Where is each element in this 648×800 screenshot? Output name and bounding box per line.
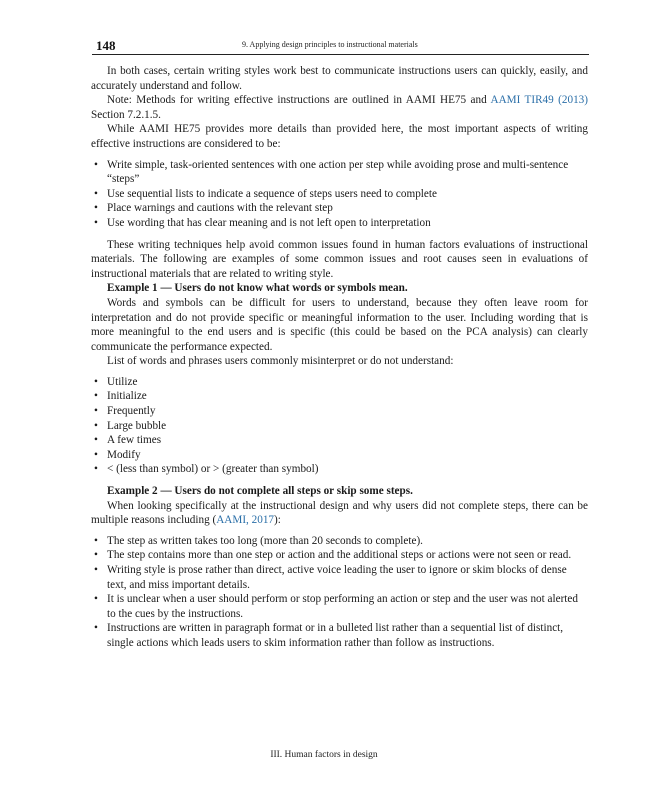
body-text	[91, 64, 588, 658]
list-item: • Large bubble	[91, 419, 588, 434]
list-item: • Modify	[91, 448, 588, 463]
list-item: • Use wording that has clear meaning and is not left open to interpretation	[91, 216, 588, 231]
paragraph-intro: In both cases, certain writing styles work best to communicate instructions users can quickly, easily, and accurately understand and follow.	[91, 65, 588, 92]
paragraph-words-symbols: Words and symbols can be difficult for users to understand, because they often leave room for interpretation and do not provide specific or meaningful information to the user. Including wording that is more meaningful to the end users and is specific (this could be based on the PCA analysis) can clearly communicate the performance expected.	[91, 296, 588, 353]
reasons-text: When looking specifically at the instructional design and why users did not complete steps, there can be multiple reasons including (	[91, 499, 588, 527]
list-item: • < (less than symbol) or > (greater than symbol)	[91, 462, 588, 477]
list-item: • Instructions are written in paragraph format or in a bulleted list rather than a sequential list of distinct, single actions which leads users to skim information rather than follow as instructions.	[91, 621, 588, 650]
list-item: • Write simple, task-oriented sentences with one action per step while avoiding prose and multi-sentence “steps”	[91, 158, 588, 187]
list-item: • The step as written takes too long (more than 20 seconds to complete).	[91, 534, 588, 549]
list-item: • Writing style is prose rather than direct, active voice leading the user to ignore or skim blocks of dense text, and miss important details.	[91, 563, 588, 592]
list-item: • It is unclear when a user should perform or stop performing an action or step and the user was not alerted to the cues by the instructions.	[91, 592, 588, 621]
citation-link-aami-tir49[interactable]: AAMI TIR49 (2013)	[490, 94, 588, 107]
paragraph-reasons-intro	[91, 499, 588, 528]
reasons-text-end: ):	[274, 514, 281, 527]
paragraph-note	[91, 93, 588, 122]
words-list	[91, 375, 588, 477]
note-text-end: Section 7.2.1.5.	[91, 108, 161, 121]
list-item: • Initialize	[91, 389, 588, 404]
list-item: • Frequently	[91, 404, 588, 419]
example-2-heading: Example 2 — Users do not complete all steps or skip some steps.	[107, 485, 413, 498]
note-text: Note: Methods for writing effective instructions are outlined in AAMI HE75 and	[107, 94, 491, 107]
paragraph-words-list-intro: List of words and phrases users commonly misinterpret or do not understand:	[107, 355, 454, 368]
paragraph-aspects-intro: While AAMI HE75 provides more details than provided here, the most important aspects of writing effective instructions are considered to be:	[91, 123, 588, 150]
list-item: • Use sequential lists to indicate a sequence of steps users need to complete	[91, 187, 588, 202]
page-footer: III. Human factors in design	[270, 750, 378, 760]
reasons-list	[91, 534, 588, 651]
citation-link-aami-2017[interactable]: AAMI, 2017	[216, 514, 275, 527]
list-item: • A few times	[91, 433, 588, 448]
list-item: • Place warnings and cautions with the relevant step	[91, 201, 588, 216]
running-head: 9. Applying design principles to instructional materials	[242, 40, 418, 49]
aspects-list	[91, 158, 588, 231]
list-item: • The step contains more than one step or action and the additional steps or actions were not seen or read.	[91, 548, 588, 563]
list-item: • Utilize	[91, 375, 588, 390]
example-1-heading: Example 1 — Users do not know what words or symbols mean.	[107, 282, 408, 295]
page-header	[92, 38, 589, 55]
paragraph-techniques: These writing techniques help avoid common issues found in human factors evaluations of instructional materials. The following are examples of some common issues and root causes seen in evaluations of instructional materials that are related to writing style.	[91, 238, 588, 280]
page-number: 148	[96, 38, 116, 53]
